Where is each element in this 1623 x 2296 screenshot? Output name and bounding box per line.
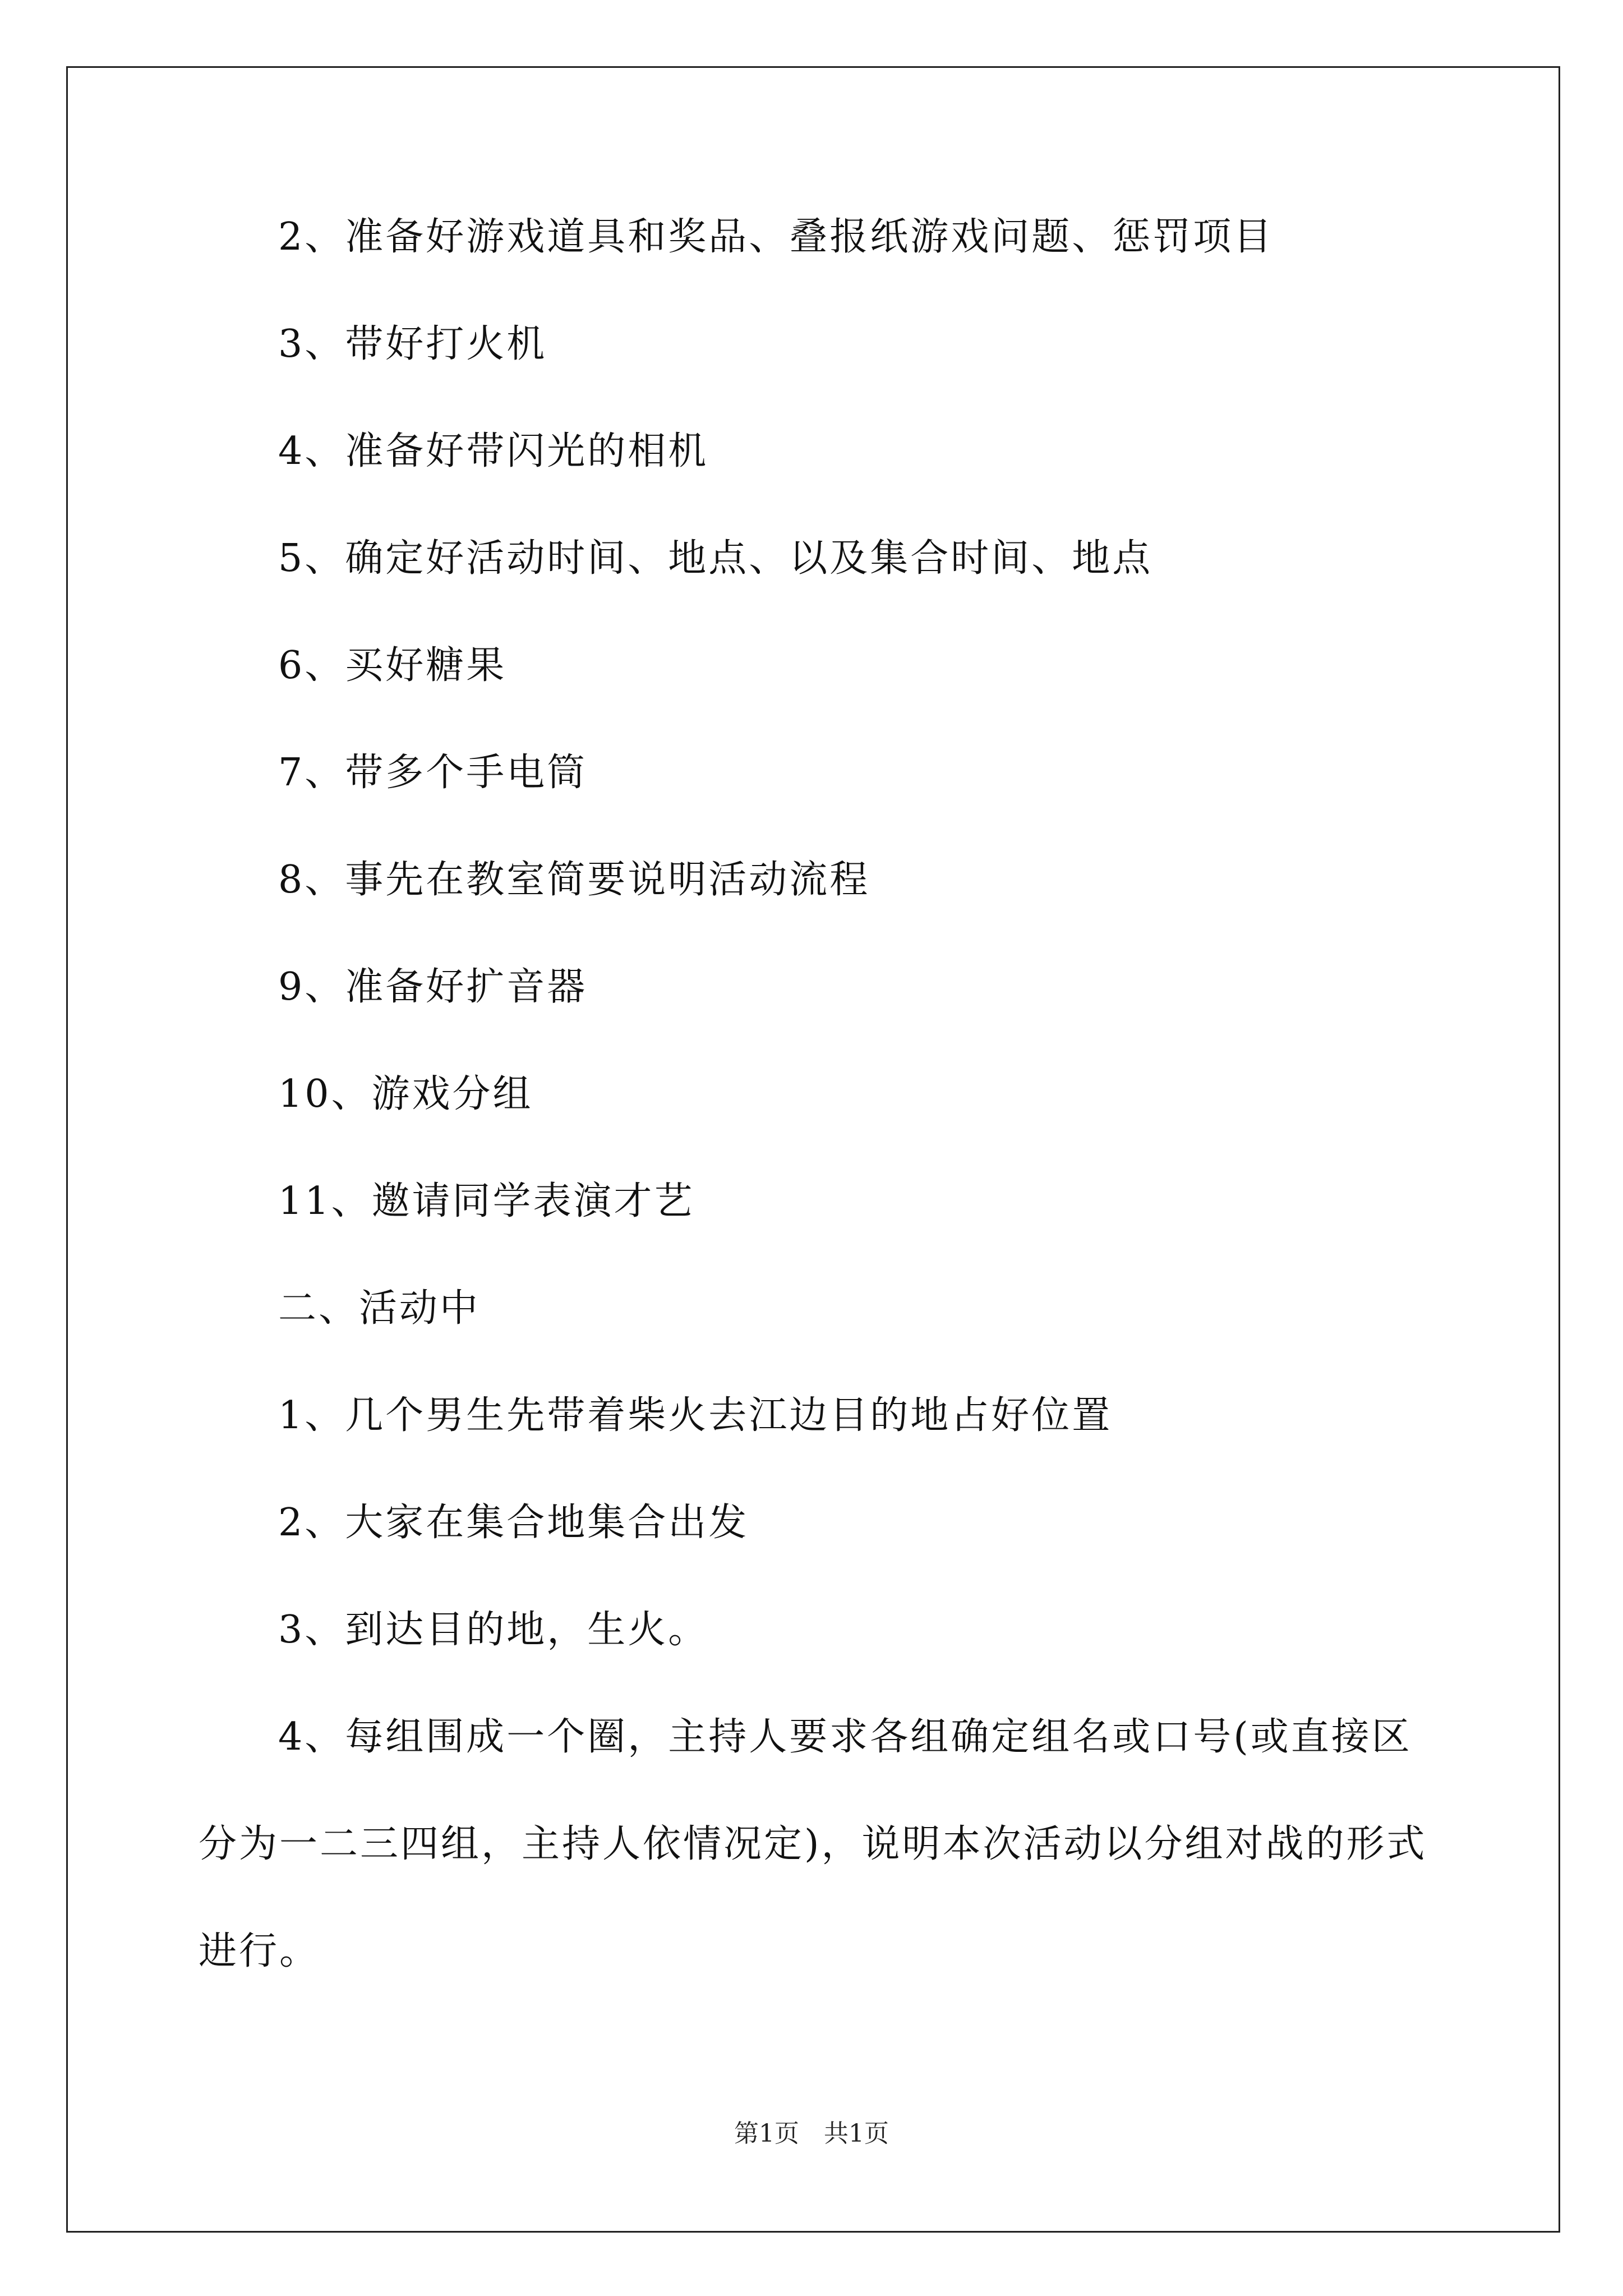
list-item: 1、几个男生先带着柴火去江边目的地占好位置 — [278, 1393, 1113, 1438]
page-border — [66, 66, 1560, 2233]
list-item: 2、准备好游戏道具和奖品、叠报纸游戏问题、惩罚项目 — [278, 215, 1274, 259]
paragraph-line: 分为一二三四组，主持人依情况定)，说明本次活动以分组对战的形式 — [199, 1822, 1427, 1866]
list-item: 2、大家在集合地集合出发 — [278, 1501, 749, 1545]
paragraph-line: 4、每组围成一个圈，主持人要求各组确定组名或口号(或直接区 — [278, 1715, 1412, 1759]
list-item: 4、准备好带闪光的相机 — [278, 429, 709, 473]
list-item: 6、买好糖果 — [278, 643, 507, 688]
list-item: 10、游戏分组 — [278, 1072, 533, 1116]
paragraph-line: 进行。 — [199, 1929, 320, 1973]
page-number: 第1页 共1页 — [734, 2119, 889, 2148]
list-item: 8、事先在教室简要说明活动流程 — [278, 858, 870, 902]
list-item: 5、确定好活动时间、地点、以及集合时间、地点 — [278, 536, 1153, 581]
list-item: 9、准备好扩音器 — [278, 965, 588, 1009]
page-footer — [0, 2119, 1623, 2148]
list-item: 7、带多个手电筒 — [278, 751, 588, 795]
list-item: 11、邀请同学表演才艺 — [278, 1179, 695, 1223]
list-item: 3、带好打火机 — [278, 322, 547, 366]
list-item: 3、到达目的地，生火。 — [278, 1608, 709, 1652]
section-heading: 二、活动中 — [278, 1286, 481, 1331]
